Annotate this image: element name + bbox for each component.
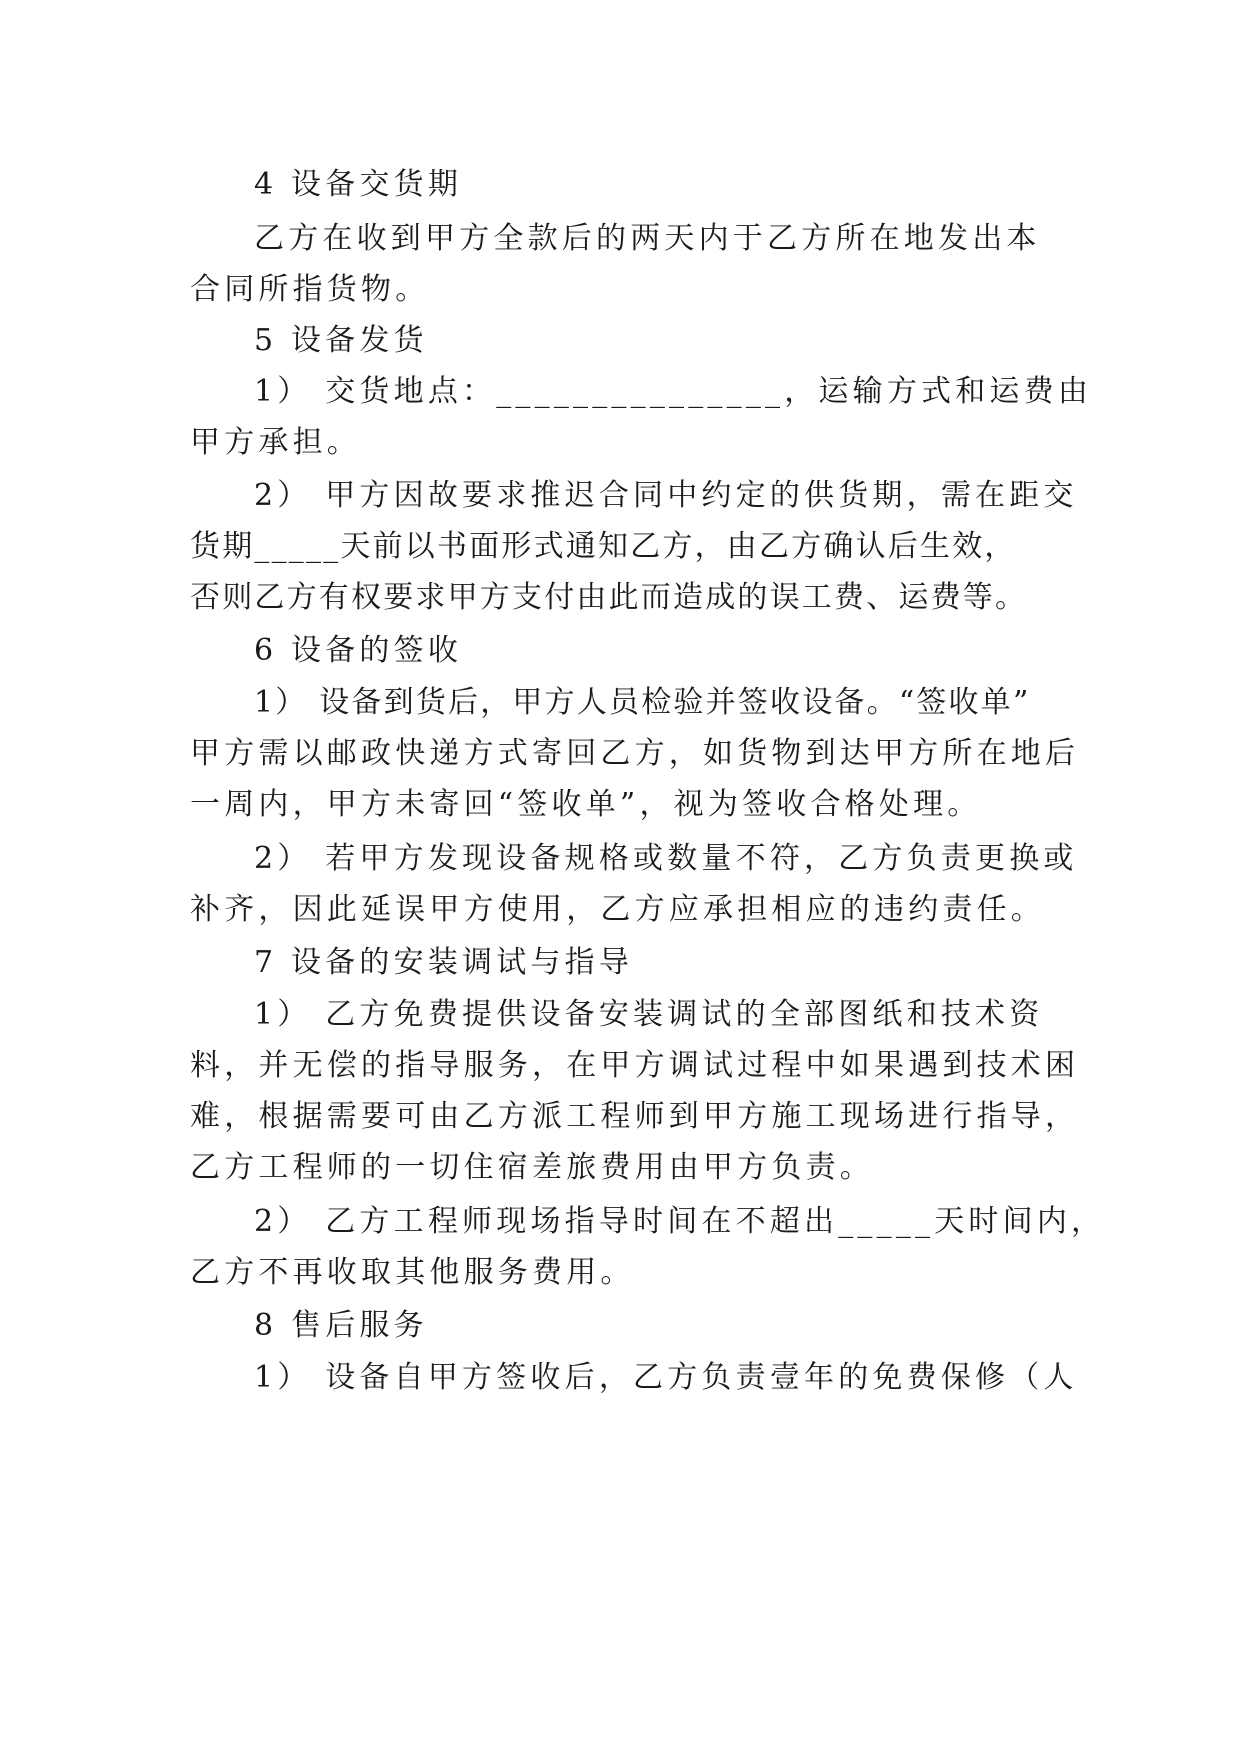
paragraph-line: 1） 设备到货后，甲方人员检验并签收设备。“签收单”: [254, 685, 1031, 720]
paragraph-line: 1） 设备自甲方签收后，乙方负责壹年的免费保修（人: [254, 1360, 1078, 1395]
paragraph-line: 甲方承担。: [190, 425, 361, 460]
paragraph-line: 甲方需以邮政快递方式寄回乙方，如货物到达甲方所在地后: [190, 736, 1080, 771]
paragraph-line: 2） 若甲方发现设备规格或数量不符，乙方负责更换或: [254, 841, 1078, 876]
paragraph-line: 乙方工程师的一切住宿差旅费用由甲方负责。: [190, 1150, 874, 1185]
paragraph-line: 一周内，甲方未寄回“签收单”，视为签收合格处理。: [190, 787, 982, 822]
paragraph-line: 补齐，因此延误甲方使用，乙方应承担相应的违约责任。: [190, 892, 1045, 927]
paragraph-line: 难，根据需要可由乙方派工程师到甲方施工现场进行指导，: [190, 1099, 1080, 1134]
paragraph-line: 合同所指货物。: [190, 272, 430, 307]
paragraph-line: 乙方不再收取其他服务费用。: [190, 1255, 635, 1290]
paragraph-line: 乙方在收到甲方全款后的两天内于乙方所在地发出本: [254, 221, 1041, 256]
paragraph-line: 料，并无偿的指导服务，在甲方调试过程中如果遇到技术困: [190, 1048, 1080, 1083]
section-heading: 4 设备交货期: [254, 167, 463, 202]
section-heading: 7 设备的安装调试与指导: [254, 945, 634, 980]
paragraph-line: 1） 乙方免费提供设备安装调试的全部图纸和技术资: [254, 997, 1044, 1032]
section-heading: 5 设备发货: [254, 323, 428, 358]
section-heading: 8 售后服务: [254, 1308, 428, 1343]
paragraph-line: 否则乙方有权要求甲方支付由此而造成的误工费、运费等。: [190, 580, 1028, 615]
section-heading: 6 设备的签收: [254, 633, 463, 668]
paragraph-line: 货期_____天前以书面形式通知乙方，由乙方确认后生效，: [190, 529, 1017, 564]
paragraph-line: 2） 甲方因故要求推迟合同中约定的供货期，需在距交: [254, 478, 1078, 513]
paragraph-line: 1） 交货地点：_______________，运输方式和运费由: [254, 374, 1093, 409]
paragraph-line: 2） 乙方工程师现场指导时间在不超出_____天时间内，: [254, 1204, 1106, 1239]
